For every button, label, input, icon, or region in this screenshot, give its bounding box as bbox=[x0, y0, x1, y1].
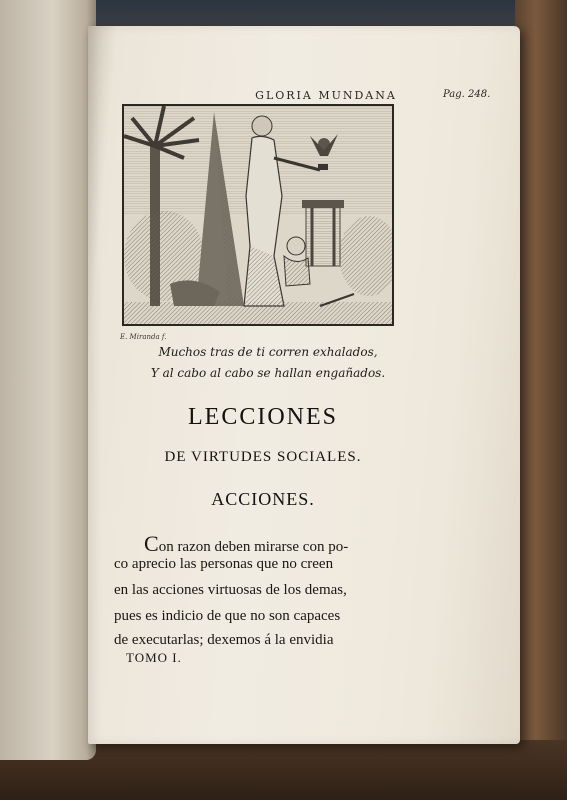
caption-line-1: Muchos tras de ti corren exhalados, bbox=[158, 345, 378, 359]
engraver-signature: E. Miranda f. bbox=[120, 333, 167, 341]
body-line-2: co aprecio las personas que no creen bbox=[114, 556, 334, 572]
engraving-picture bbox=[124, 106, 392, 324]
body-line-5: de executarlas; dexemos á la envidia bbox=[114, 632, 334, 648]
body-line-1 bbox=[144, 531, 420, 557]
book-subtitle: DE VIRTUDES SOCIALES. bbox=[164, 449, 362, 465]
background-table-right bbox=[515, 0, 567, 800]
running-head: GLORIA MUNDANA bbox=[255, 89, 397, 102]
right-book-page bbox=[88, 26, 520, 744]
book-title: LECCIONES bbox=[188, 404, 338, 430]
left-book-page bbox=[0, 0, 96, 760]
drop-initial: C bbox=[144, 531, 159, 556]
caption-line-2: Y al cabo al cabo se hallan engañados. bbox=[150, 366, 386, 380]
volume-signature: TOMO I. bbox=[126, 650, 182, 665]
page-number: Pag. 248. bbox=[443, 89, 491, 100]
body-line-3: en las acciones virtuosas de los demas, bbox=[114, 582, 347, 598]
engraving-illustration bbox=[122, 104, 394, 326]
body-line-4: pues es indicio de que no son capaces bbox=[114, 608, 341, 624]
body-line-1-text: on razon deben mirarse con po- bbox=[158, 539, 349, 555]
section-heading: ACCIONES. bbox=[211, 489, 315, 509]
left-page-bleedthrough bbox=[4, 60, 90, 86]
